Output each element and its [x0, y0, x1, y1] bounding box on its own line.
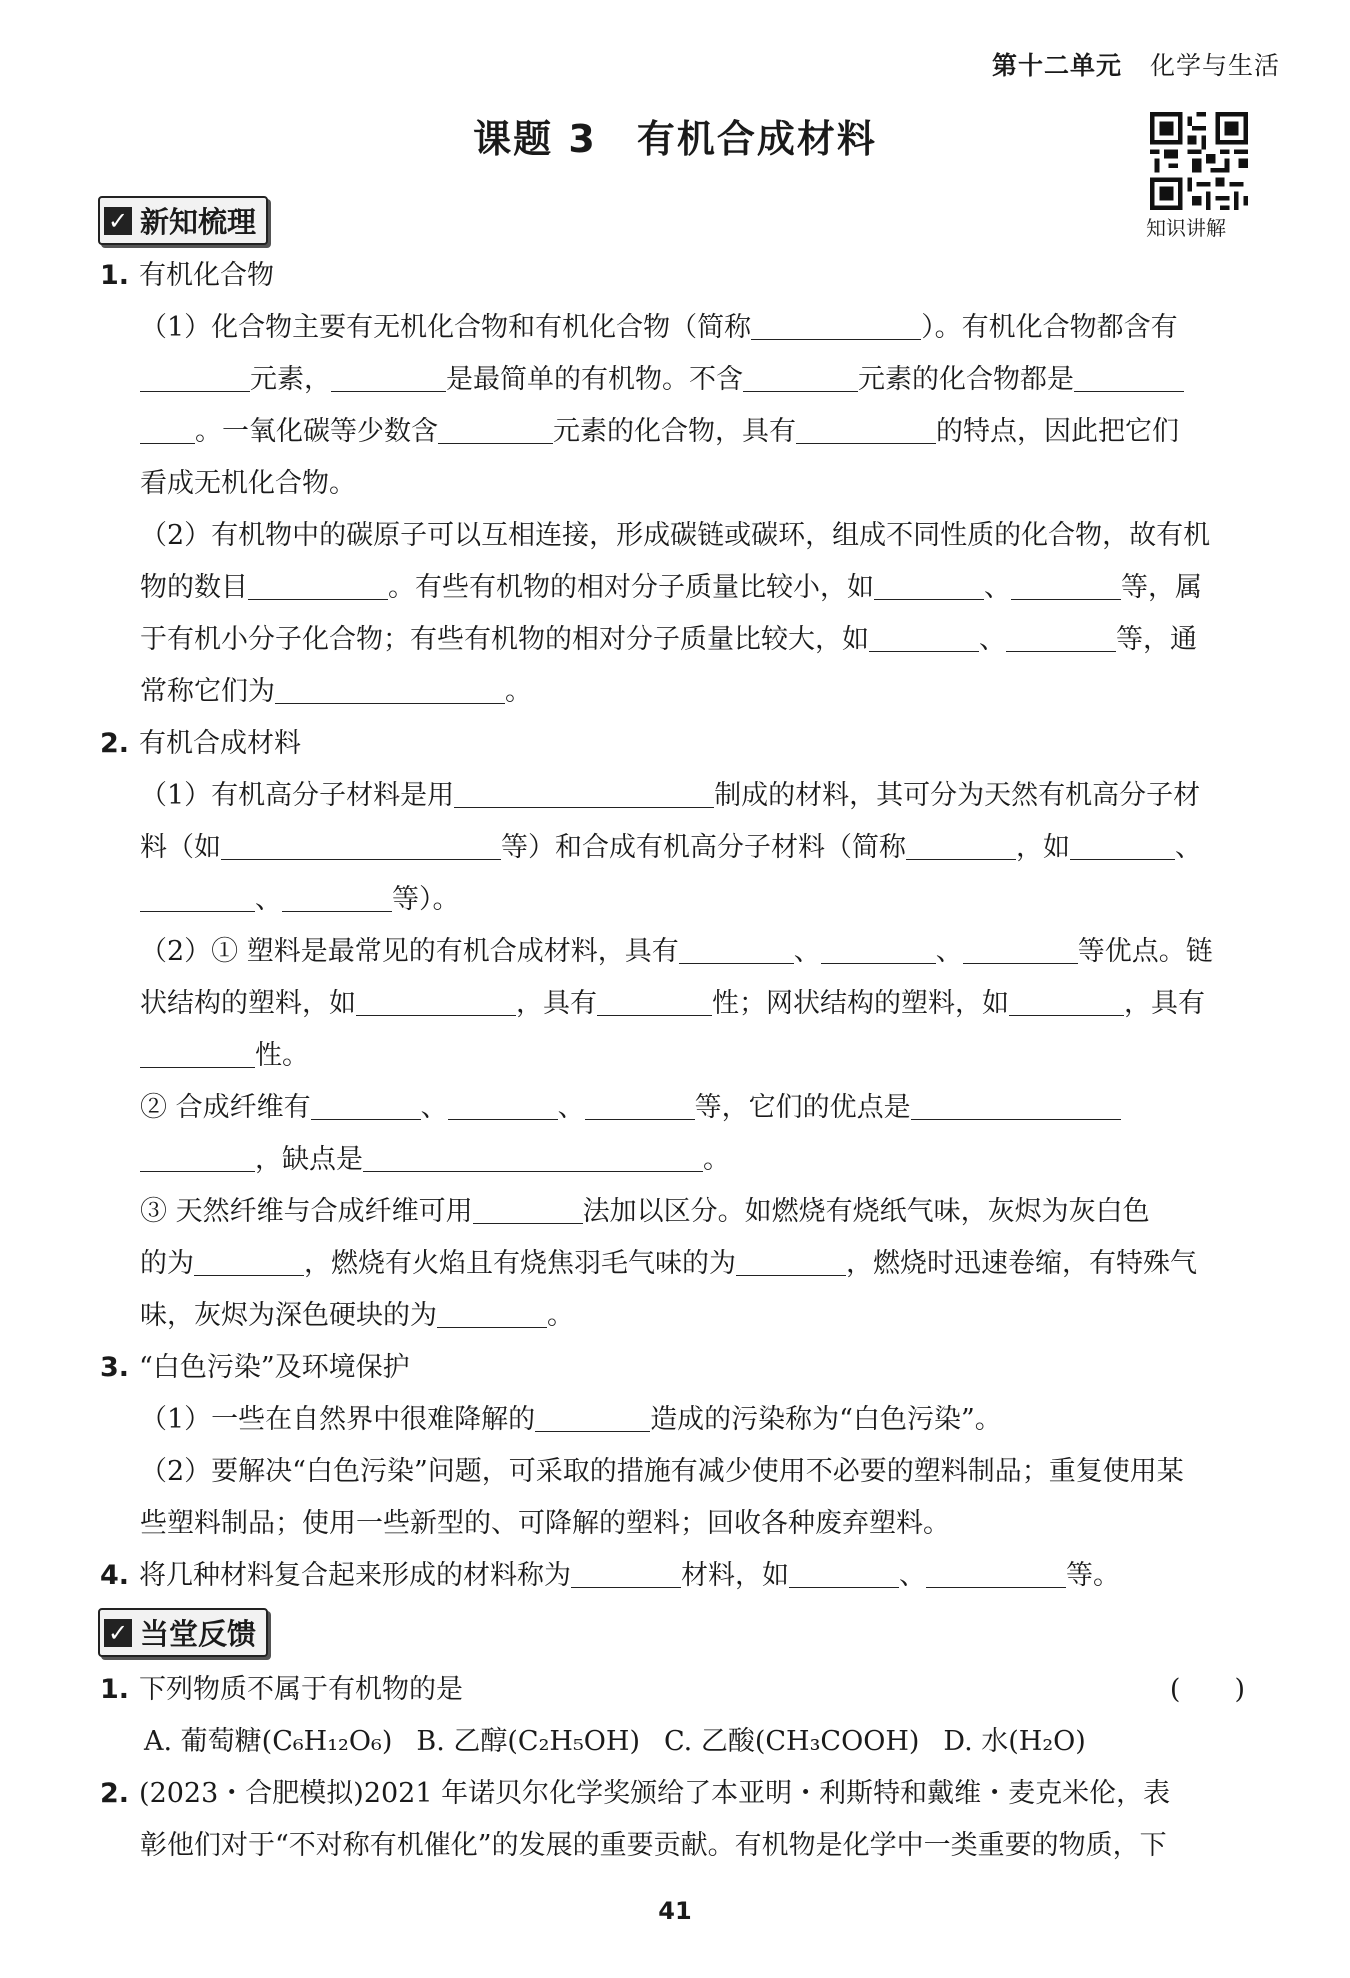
answer-blank[interactable]	[1009, 985, 1124, 1016]
answer-blank[interactable]	[194, 1245, 304, 1276]
answer-blank[interactable]	[331, 361, 446, 392]
answer-blank[interactable]	[140, 1037, 255, 1068]
checkbox-icon: ✓	[104, 207, 132, 235]
option-a[interactable]: A. 葡萄糖(C₆H₁₂O₆)	[144, 1726, 393, 1757]
answer-blank[interactable]	[926, 1557, 1066, 1588]
answer-blank[interactable]	[221, 829, 501, 860]
answer-blank[interactable]	[437, 1297, 547, 1328]
answer-blank[interactable]	[906, 829, 1016, 860]
answer-blank[interactable]	[597, 985, 712, 1016]
answer-paren[interactable]: ( )	[1169, 1674, 1245, 1705]
q3-heading: 3. “白色污染”及环境保护	[100, 1352, 410, 1383]
answer-blank[interactable]	[140, 1141, 255, 1172]
answer-blank[interactable]	[473, 1193, 583, 1224]
section-label: 新知梳理	[140, 205, 257, 239]
unit-number: 第十二单元	[991, 51, 1122, 80]
answer-blank[interactable]	[911, 1089, 1121, 1120]
unit-subject: 化学与生活	[1149, 51, 1280, 80]
option-b[interactable]: B. 乙醇(C₂H₅OH)	[416, 1726, 640, 1757]
answer-blank[interactable]	[1070, 829, 1175, 860]
section2-content: 1. 下列物质不属于有机物的是 ( ) A. 葡萄糖(C₆H₁₂O₆) B. 乙醇(C₂H₅OH) C. 乙酸(CH₃COOH) D. 水(H₂O) 2. (2023・合肥模拟)2021 年诺贝尔化学奖颁给了本亚明・利斯特和戴维・麦克米伦，表 彰他们对于“不对称有机催化”的发展的重要贡献。有机物是化学中一类重要的物质，下	[100, 1664, 1255, 1872]
answer-blank[interactable]	[140, 361, 250, 392]
answer-blank[interactable]	[736, 1245, 846, 1276]
section1-content: 1. 有机化合物 （1）化合物主要有无机化合物和有机化合物（简称 ）。有机化合物都含有 元素， 是最简单的有机物。不含 元素的化合物都是 。一氧化碳等少数含 元素的化合物，具有 的特点，因此把它们 看成无机化合物。 （2）有机物中的碳原子可以互相连接，形成碳链或碳环，组成不同性质的化合物，故有机 物的数目 。有些有机物的相对分子质量比较小，如 、 等，属 于有机小分子化合物；有些有机物的相对分子质量比较大，如 、 等，通 常称它们为 。 2. 有机合成材料 （1）有机高分子材料是用 制成的材料，其可分为天然有机高分子材 料（如 等）和合成有机高分子材料（简称 ，如 、 、 等）。 （2）① 塑料是最常见的有机合成材料，具有 、 、 等优点。链 状结构的塑料，如 ，具有 性；网状结构的塑料，如 ，具有 性。 ② 合成纤维有 、 、 等，它们的优点是 ，缺点是 。 ③ 天然纤维与合成纤维可用 法加以区分。如燃烧有烧纸气味，灰烬为灰白色 的为 ，燃烧有火焰且有烧焦羽毛气味的为 ，燃烧时迅速卷缩，有特殊气 味，灰烬为深色硬块的为 。 3. “白色污染”及环境保护 （1）一些在自然界中很难降解的 造成的污染称为“白色污染”。 （2）要解决“白色污染”问题，可采取的措施有减少使用不必要的塑料制品；重复使用某 些塑料制品；使用一些新型的、可降解的塑料；回收各种废弃塑料。 4. 将几种材料复合起来形成的材料称为 材料，如 、 等。	[100, 250, 1255, 1602]
q1-heading: 1. 有机化合物	[100, 260, 275, 291]
section-badge-new-knowledge	[98, 196, 268, 245]
q1-part1: （1）化合物主要有无机化合物和有机化合物（简称 ）。有机化合物都含有	[100, 302, 1255, 354]
answer-blank[interactable]	[454, 777, 714, 808]
answer-blank[interactable]	[356, 985, 516, 1016]
answer-blank[interactable]	[789, 1557, 899, 1588]
answer-blank[interactable]	[438, 413, 553, 444]
answer-blank[interactable]	[743, 361, 858, 392]
checkbox-icon: ✓	[104, 1619, 132, 1647]
option-c[interactable]: C. 乙酸(CH₃COOH)	[663, 1726, 920, 1757]
answer-blank[interactable]	[679, 933, 794, 964]
answer-blank[interactable]	[363, 1141, 703, 1172]
feedback-q1: 1. 下列物质不属于有机物的是 ( )	[100, 1664, 1255, 1716]
answer-blank[interactable]	[275, 673, 505, 704]
answer-blank[interactable]	[963, 933, 1078, 964]
q1-part2: （2）有机物中的碳原子可以互相连接，形成碳链或碳环，组成不同性质的化合物，故有机	[140, 520, 1211, 551]
qr-caption: 知识讲解	[1146, 216, 1226, 240]
answer-blank[interactable]	[874, 569, 984, 600]
answer-blank[interactable]	[751, 309, 921, 340]
answer-blank[interactable]	[282, 881, 392, 912]
q2-heading: 2. 有机合成材料	[100, 728, 302, 759]
answer-blank[interactable]	[140, 881, 255, 912]
section-badge-feedback	[98, 1608, 268, 1657]
q4-line: 4. 将几种材料复合起来形成的材料称为 材料，如 、 等。	[100, 1550, 1255, 1602]
answer-blank[interactable]	[571, 1557, 681, 1588]
answer-blank[interactable]	[535, 1401, 650, 1432]
answer-blank[interactable]	[248, 569, 388, 600]
answer-blank[interactable]	[311, 1089, 421, 1120]
page-number: 41	[658, 1897, 692, 1925]
answer-blank[interactable]	[140, 413, 195, 444]
answer-blank[interactable]	[796, 413, 936, 444]
answer-blank[interactable]	[448, 1089, 558, 1120]
unit-header	[992, 46, 1280, 82]
answer-blank[interactable]	[1006, 621, 1116, 652]
answer-blank[interactable]	[1011, 569, 1121, 600]
qr-code-icon[interactable]	[1150, 112, 1248, 210]
option-d[interactable]: D. 水(H₂O)	[943, 1726, 1086, 1757]
feedback-q2: 2. (2023・合肥模拟)2021 年诺贝尔化学奖颁给了本亚明・利斯特和戴维・麦克米伦，表	[100, 1778, 1171, 1809]
answer-blank[interactable]	[1074, 361, 1184, 392]
lesson-title: 课题 3 有机合成材料	[473, 117, 877, 161]
answer-blank[interactable]	[821, 933, 936, 964]
answer-blank[interactable]	[585, 1089, 695, 1120]
answer-blank[interactable]	[869, 621, 979, 652]
feedback-q1-options	[100, 1716, 1255, 1768]
section-label: 当堂反馈	[140, 1617, 257, 1651]
